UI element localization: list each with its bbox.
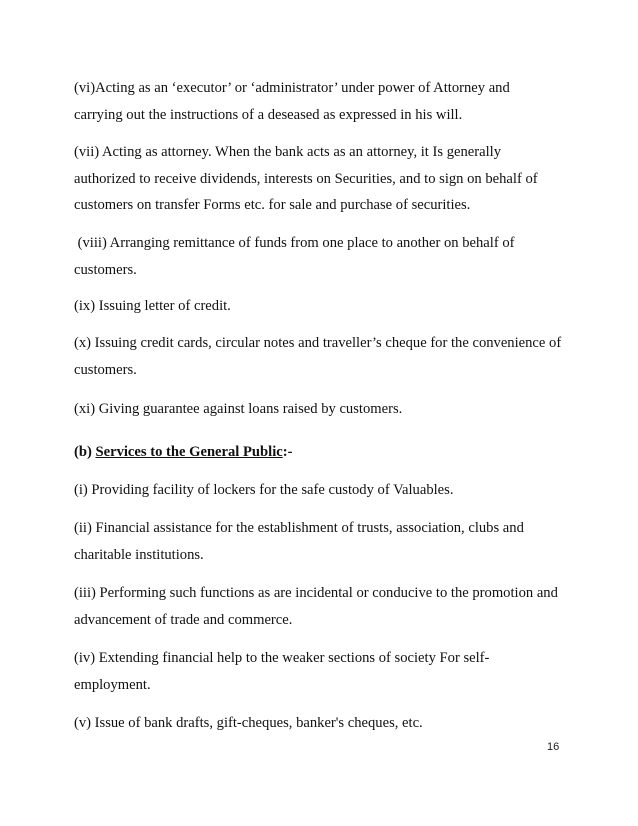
text-line: (x) Issuing credit cards, circular notes and traveller’s cheque for the convenience of (74, 335, 562, 351)
paragraph-vii (74, 139, 574, 219)
text-line: carrying out the instructions of a deseased as expressed in his will. (74, 106, 463, 123)
text-line: (ix) Issuing letter of credit. (74, 298, 231, 314)
paragraph-vi (74, 75, 574, 128)
paragraph-xi (74, 396, 574, 423)
text-line: (v) Issue of bank drafts, gift-cheques, banker's cheques, etc. (74, 715, 423, 731)
text-line: (iv) Extending financial help to the weaker sections of society For self- (74, 650, 490, 666)
public-item-v (74, 710, 574, 737)
text-line: employment. (74, 676, 151, 693)
heading-suffix: :- (282, 444, 293, 460)
public-item-ii (74, 515, 574, 568)
text-line: (iii) Performing such functions as are incidental or conducive to the promotion and (74, 585, 558, 601)
heading-prefix: (b) (74, 444, 96, 460)
public-item-iv (74, 645, 574, 698)
text-line: charitable institutions. (74, 546, 204, 563)
text-line: customers on transfer Forms etc. for sale and purchase of securities. (74, 197, 471, 213)
text-line: customers. (74, 361, 137, 378)
paragraph-x (74, 330, 574, 383)
page-number: 16 (547, 741, 560, 753)
text-line: customers. (74, 261, 137, 278)
paragraph-viii (74, 230, 574, 283)
public-item-i (74, 477, 574, 504)
section-heading (74, 439, 574, 466)
paragraph-ix (74, 293, 574, 320)
text-line: (i) Providing facility of lockers for the safe custody of Valuables. (74, 482, 454, 498)
text-line: advancement of trade and commerce. (74, 611, 293, 628)
public-item-iii (74, 580, 574, 633)
text-line: authorized to receive dividends, interests on Securities, and to sign on behalf of (74, 170, 538, 187)
text-line: (ii) Financial assistance for the establishment of trusts, association, clubs and (74, 520, 524, 536)
text-line: (vii) Acting as attorney. When the bank acts as an attorney, it Is generally (74, 144, 501, 160)
text-line: (viii) Arranging remittance of funds from one place to another on behalf of (74, 235, 515, 251)
text-line: (vi)Acting as an ‘executor’ or ‘administrator’ under power of Attorney and (74, 80, 510, 96)
heading-title: Services to the General Public (95, 444, 283, 460)
text-line: (xi) Giving guarantee against loans raised by customers. (74, 401, 403, 417)
